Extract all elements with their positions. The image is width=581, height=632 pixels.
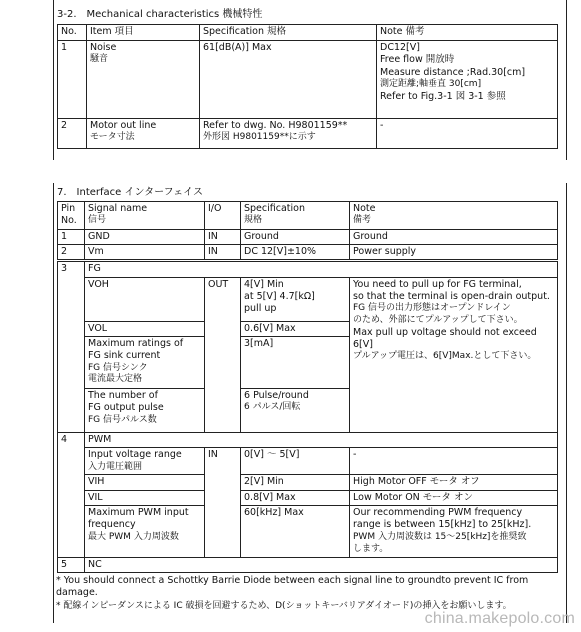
table-row (58, 475, 558, 490)
note-line: Refer to Fig.3-1 図 3-1 参照 (380, 90, 506, 102)
section-title-text: Interface インターフェイス (76, 187, 203, 198)
header-pin (58, 202, 85, 230)
io-cell: IN (205, 229, 241, 244)
spec-line: pull up (244, 303, 277, 315)
spec-line: 6 パルス/回転 (244, 402, 301, 413)
signal-cell (85, 389, 205, 433)
header-spec: Specification 規格 (200, 25, 377, 41)
signal-line: frequency (88, 519, 136, 531)
signal-line: FG sink current (88, 350, 161, 362)
section-number: 7. (57, 187, 67, 198)
note-line: so that the terminal is open-drain output. (353, 291, 550, 303)
group-label: PWM (85, 433, 558, 448)
item-jp: 騒音 (90, 54, 109, 65)
signal-line: FG output pulse (88, 402, 164, 414)
note-line: DC12[V] (380, 42, 420, 53)
table-row (58, 506, 558, 558)
footnote-jp: * 配線インピーダンスによる IC 破損を回避するため、D(ショットキーバリアダイオード)の挿入をお願いします。 (56, 601, 512, 611)
header-text: 備考 (353, 215, 372, 226)
row-spec: 61[dB(A)] Max (200, 41, 377, 119)
section-title-text: Mechanical characteristics 機械特性 (86, 9, 263, 20)
note-line: FG 信号の出力形態はオープンドレイン (353, 303, 511, 314)
note-line: プルアップ電圧は、6[V]Max.として下さい。 (353, 351, 537, 362)
section-title-mechanical (57, 8, 262, 21)
header-io: I/O (205, 202, 241, 230)
row-no: 1 (58, 41, 87, 119)
io-cell: OUT (205, 277, 241, 432)
signal-line: 最大 PWM 入力周波数 (88, 531, 179, 542)
note-cell: Ground (350, 229, 558, 244)
pin-cell: 5 (58, 558, 85, 573)
signal-line: The number of (88, 390, 158, 402)
header-spec (241, 202, 350, 230)
row-item (87, 41, 200, 119)
table-row (58, 229, 558, 244)
note-cell: High Motor OFF モータ オフ (350, 475, 558, 490)
note-line: Our recommending PWM frequency (353, 507, 523, 519)
note-line: 6[V] (353, 339, 373, 351)
header-text: 信号 (88, 215, 107, 226)
footnote-en-cont: damage. (56, 587, 98, 598)
item-en: Motor out line (90, 120, 157, 131)
signal-line: Maximum PWM input (88, 507, 189, 519)
item-en: Noise (90, 42, 117, 53)
pin-cell: 3 (58, 261, 85, 433)
io-cell: IN (205, 448, 241, 558)
header-text: No. (61, 215, 77, 227)
signal-cell: GND (85, 229, 205, 244)
note-cell: Power supply (350, 245, 558, 261)
signal-line: 電流最大定格 (88, 374, 143, 385)
header-text: Specification (244, 203, 305, 214)
header-text: Pin (61, 203, 76, 214)
row-note: - (377, 119, 558, 149)
spec-cell (241, 277, 350, 321)
note-line: Max pull up voltage should not exceed (353, 326, 537, 338)
table-row (58, 261, 558, 277)
signal-line: FG 信号シンク (88, 362, 148, 373)
spec-cell: 3[mA] (241, 337, 350, 389)
signal-cell: VOH (85, 277, 205, 321)
note-line: のため、外部にてプルアップして下さい。 (353, 315, 523, 326)
spec-cell: Ground (241, 229, 350, 244)
table-header-row (58, 202, 558, 230)
row-item (87, 119, 200, 149)
header-note: Note 備考 (377, 25, 558, 41)
table-row (58, 433, 558, 448)
note-cell (350, 277, 558, 432)
signal-cell (85, 337, 205, 389)
signal-line: 入力電圧範囲 (88, 461, 143, 472)
header-signal (85, 202, 205, 230)
footnote-en: * You should connect a Schottky Barrie Diode between each signal line to groundto prevent IC from (56, 575, 529, 586)
spec-cell: 0.8[V] Max (241, 490, 350, 505)
note-line: 測定距離;軸垂直 30[cm] (380, 79, 482, 90)
section-number: 3-2. (57, 9, 77, 20)
spec-line: 4[V] Min (244, 278, 284, 290)
mechanical-table (57, 24, 558, 149)
watermark: china.makepolo.com (424, 610, 575, 628)
signal-cell: Vm (85, 245, 205, 261)
note-line: します。 (353, 543, 389, 554)
item-jp: モータ寸法 (90, 132, 135, 143)
signal-line: Maximum ratings of (88, 338, 184, 350)
note-cell: Low Motor ON モータ オン (350, 490, 558, 505)
signal-line: FG 信号パルス数 (88, 414, 157, 425)
spec-cell: 0.6[V] Max (241, 321, 350, 336)
header-text: Note (353, 203, 376, 214)
spec-line: 6 Pulse/round (244, 390, 309, 402)
note-line: You need to pull up for FG terminal, (353, 278, 522, 290)
group-label: FG (85, 261, 558, 277)
spec-cell (241, 389, 350, 433)
note-cell: - (350, 448, 558, 475)
row-note (377, 41, 558, 119)
note-line: Measure distance ;Rad.30[cm] (380, 66, 526, 78)
table-row (58, 119, 558, 149)
section-title-interface (57, 186, 203, 199)
interface-table (57, 201, 558, 573)
spec-cell: DC 12[V]±10% (241, 245, 350, 261)
table-row (58, 41, 558, 119)
header-text: Signal name (88, 203, 148, 214)
note-cell (350, 506, 558, 558)
table-row (58, 277, 558, 321)
spec-cell: 60[kHz] Max (241, 506, 350, 558)
table-row (58, 448, 558, 475)
pin-cell: 1 (58, 229, 85, 244)
header-text: 規格 (244, 215, 263, 226)
row-no: 2 (58, 119, 87, 149)
row-spec (200, 119, 377, 149)
signal-cell: VIH (85, 475, 205, 490)
table-row (58, 490, 558, 505)
signal-cell (85, 506, 205, 558)
header-item: Item 項目 (87, 25, 200, 41)
spec-line: at 5[V] 4.7[kΩ] (244, 291, 315, 303)
signal-cell (85, 448, 205, 475)
note-line: range is between 15[kHz] to 25[kHz]. (353, 519, 532, 531)
pin-cell: 2 (58, 245, 85, 261)
signal-cell: VOL (85, 321, 205, 336)
table-row (58, 558, 558, 573)
note-line: Free flow 開放時 (380, 54, 455, 66)
spec-line: 外形図 H9801159**に示す (203, 132, 316, 143)
signal-line: Input voltage range (88, 449, 182, 461)
note-line: PWM 入力周波数は 15～25[kHz]を推奨致 (353, 531, 527, 542)
signal-cell: NC (85, 558, 558, 573)
header-no: No. (58, 25, 87, 41)
io-cell: IN (205, 245, 241, 261)
spec-line: Refer to dwg. No. H9801159** (203, 120, 348, 131)
pin-cell: 4 (58, 433, 85, 558)
header-note (350, 202, 558, 230)
signal-cell: VIL (85, 490, 205, 505)
spec-cell: 0[V] ～ 5[V] (241, 448, 350, 475)
table-header-row (58, 25, 558, 41)
spec-cell: 2[V] Min (241, 475, 350, 490)
table-row (58, 245, 558, 261)
